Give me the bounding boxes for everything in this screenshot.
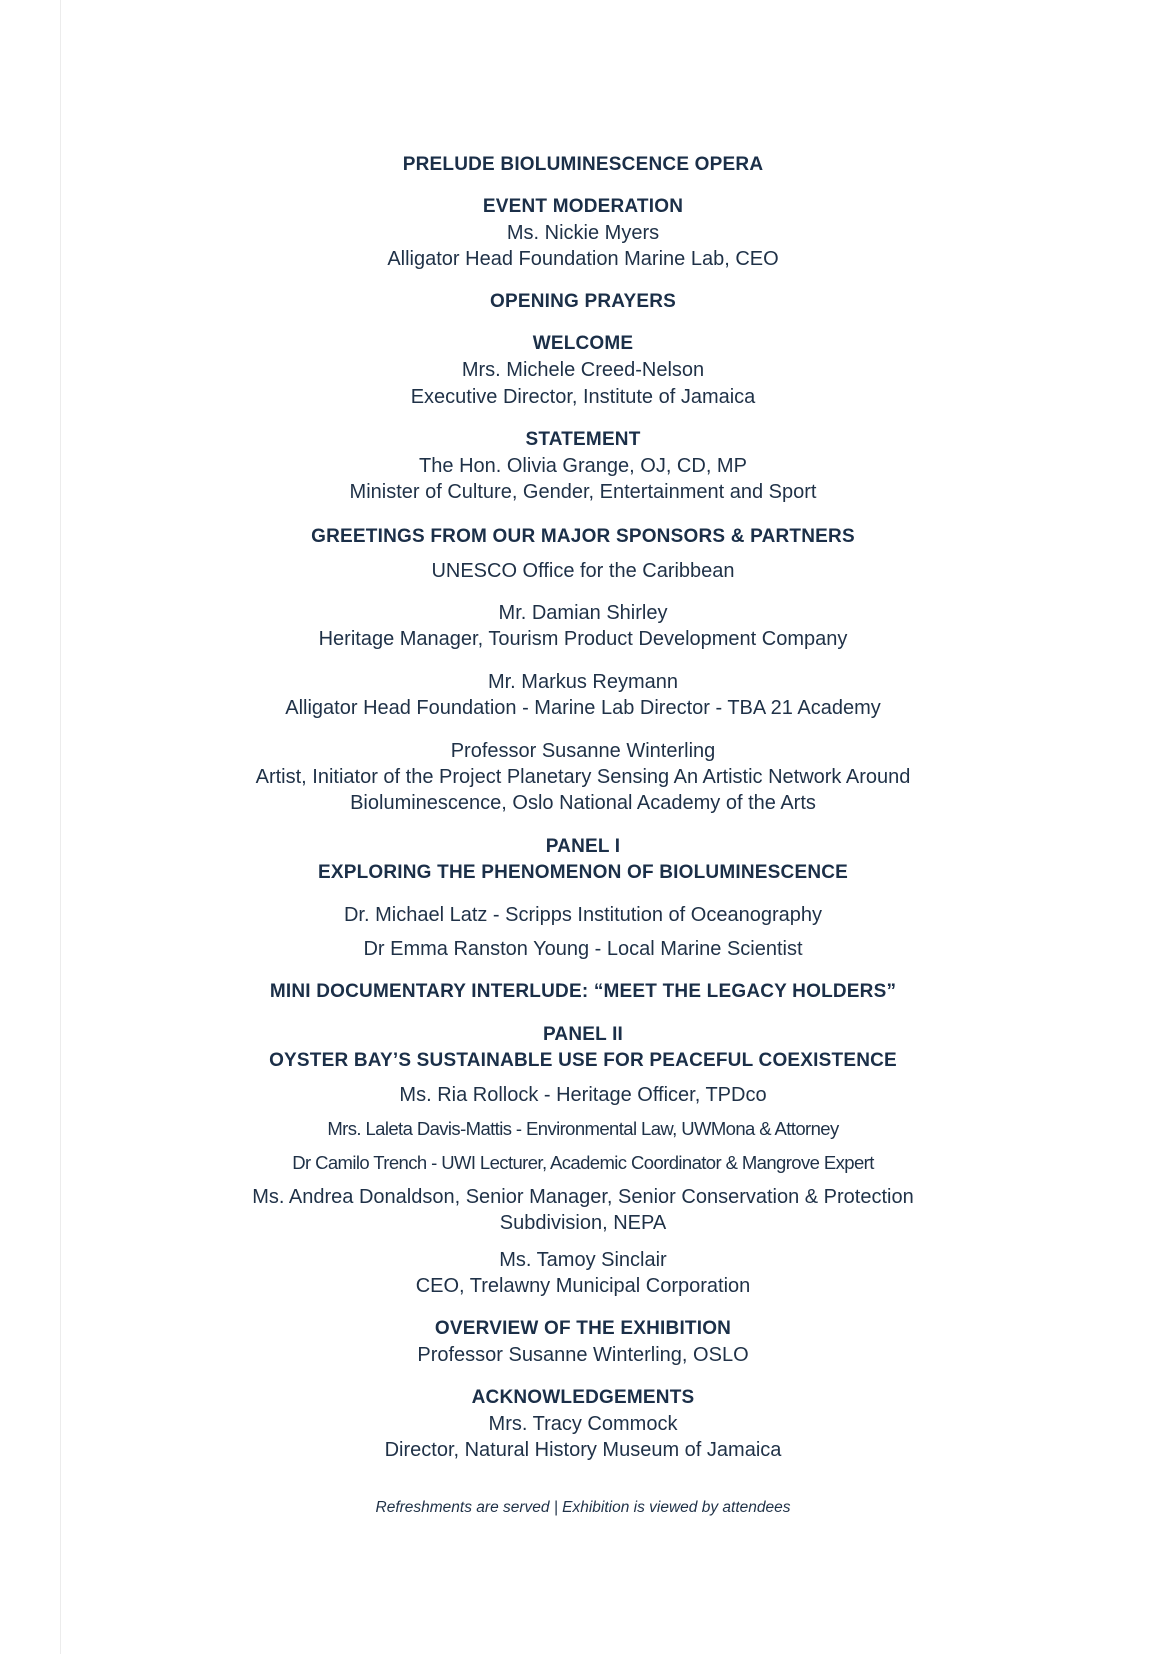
panel2-speaker-4-line-1: Ms. Andrea Donaldson, Senior Manager, Senior Conservation & Protection <box>252 1186 914 1208</box>
panel1-heading: PANEL I <box>545 836 621 857</box>
greetings-heading: GREETINGS FROM OUR MAJOR SPONSORS & PARTNERS <box>311 526 855 547</box>
overview-heading: OVERVIEW OF THE EXHIBITION <box>434 1318 732 1339</box>
panel2-speaker-4-line-2: Subdivision, NEPA <box>499 1212 667 1234</box>
prayers-heading: OPENING PRAYERS <box>489 291 676 312</box>
panel2-title: OYSTER BAY’S SUSTAINABLE USE FOR PEACEFUL COEXISTENCE <box>269 1050 897 1071</box>
greetings-winterling-name: Professor Susanne Winterling <box>450 740 716 762</box>
acknowledgements-role: Director, Natural History Museum of Jamaica <box>384 1439 782 1461</box>
panel2-speaker-1: Ms. Ria Rollock - Heritage Officer, TPDco <box>399 1084 767 1106</box>
panel2-heading: PANEL II <box>542 1024 624 1045</box>
panel1-speaker-1: Dr. Michael Latz - Scripps Institution of Oceanography <box>343 904 822 926</box>
moderation-heading: EVENT MODERATION <box>482 196 684 217</box>
greetings-shirley-name: Mr. Damian Shirley <box>498 602 668 624</box>
statement-heading: STATEMENT <box>525 429 641 450</box>
statement-speaker-name: The Hon. Olivia Grange, OJ, CD, MP <box>419 455 747 477</box>
moderator-name: Ms. Nickie Myers <box>506 222 660 244</box>
panel1-speaker-2: Dr Emma Ranston Young - Local Marine Scientist <box>363 938 803 960</box>
prelude-heading: PRELUDE BIOLUMINESCENCE OPERA <box>402 154 764 175</box>
greetings-shirley-role: Heritage Manager, Tourism Product Development Company <box>318 628 848 650</box>
footer-note: Refreshments are served | Exhibition is viewed by attendees <box>375 1499 791 1516</box>
welcome-heading: WELCOME <box>532 333 634 354</box>
moderator-role: Alligator Head Foundation Marine Lab, CEO <box>387 248 779 270</box>
greetings-reymann-role: Alligator Head Foundation - Marine Lab Director - TBA 21 Academy <box>285 697 881 719</box>
acknowledgements-heading: ACKNOWLEDGEMENTS <box>471 1387 695 1408</box>
greetings-unesco: UNESCO Office for the Caribbean <box>431 560 735 582</box>
statement-speaker-role: Minister of Culture, Gender, Entertainment and Sport <box>349 481 817 503</box>
panel2-speaker-2: Mrs. Laleta Davis-Mattis - Environmental Law, UWMona & Attorney <box>327 1118 839 1139</box>
panel2-speaker-3: Dr Camilo Trench - UWI Lecturer, Academic Coordinator & Mangrove Expert <box>292 1152 874 1173</box>
greetings-winterling-role-1: Artist, Initiator of the Project Planetary Sensing An Artistic Network Around <box>255 766 911 788</box>
interlude-heading: MINI DOCUMENTARY INTERLUDE: “MEET THE LEGACY HOLDERS” <box>269 981 897 1002</box>
panel2-speaker-5-name: Ms. Tamoy Sinclair <box>499 1249 667 1271</box>
welcome-speaker-name: Mrs. Michele Creed-Nelson <box>461 359 705 381</box>
panel1-title: EXPLORING THE PHENOMENON OF BIOLUMINESCENCE <box>317 862 849 883</box>
greetings-reymann-name: Mr. Markus Reymann <box>487 671 679 693</box>
panel2-speaker-5-role: CEO, Trelawny Municipal Corporation <box>415 1275 751 1297</box>
acknowledgements-name: Mrs. Tracy Commock <box>488 1413 678 1435</box>
overview-presenter: Professor Susanne Winterling, OSLO <box>417 1344 749 1366</box>
greetings-winterling-role-2: Bioluminescence, Oslo National Academy of the Arts <box>350 792 816 814</box>
welcome-speaker-role: Executive Director, Institute of Jamaica <box>410 386 756 408</box>
